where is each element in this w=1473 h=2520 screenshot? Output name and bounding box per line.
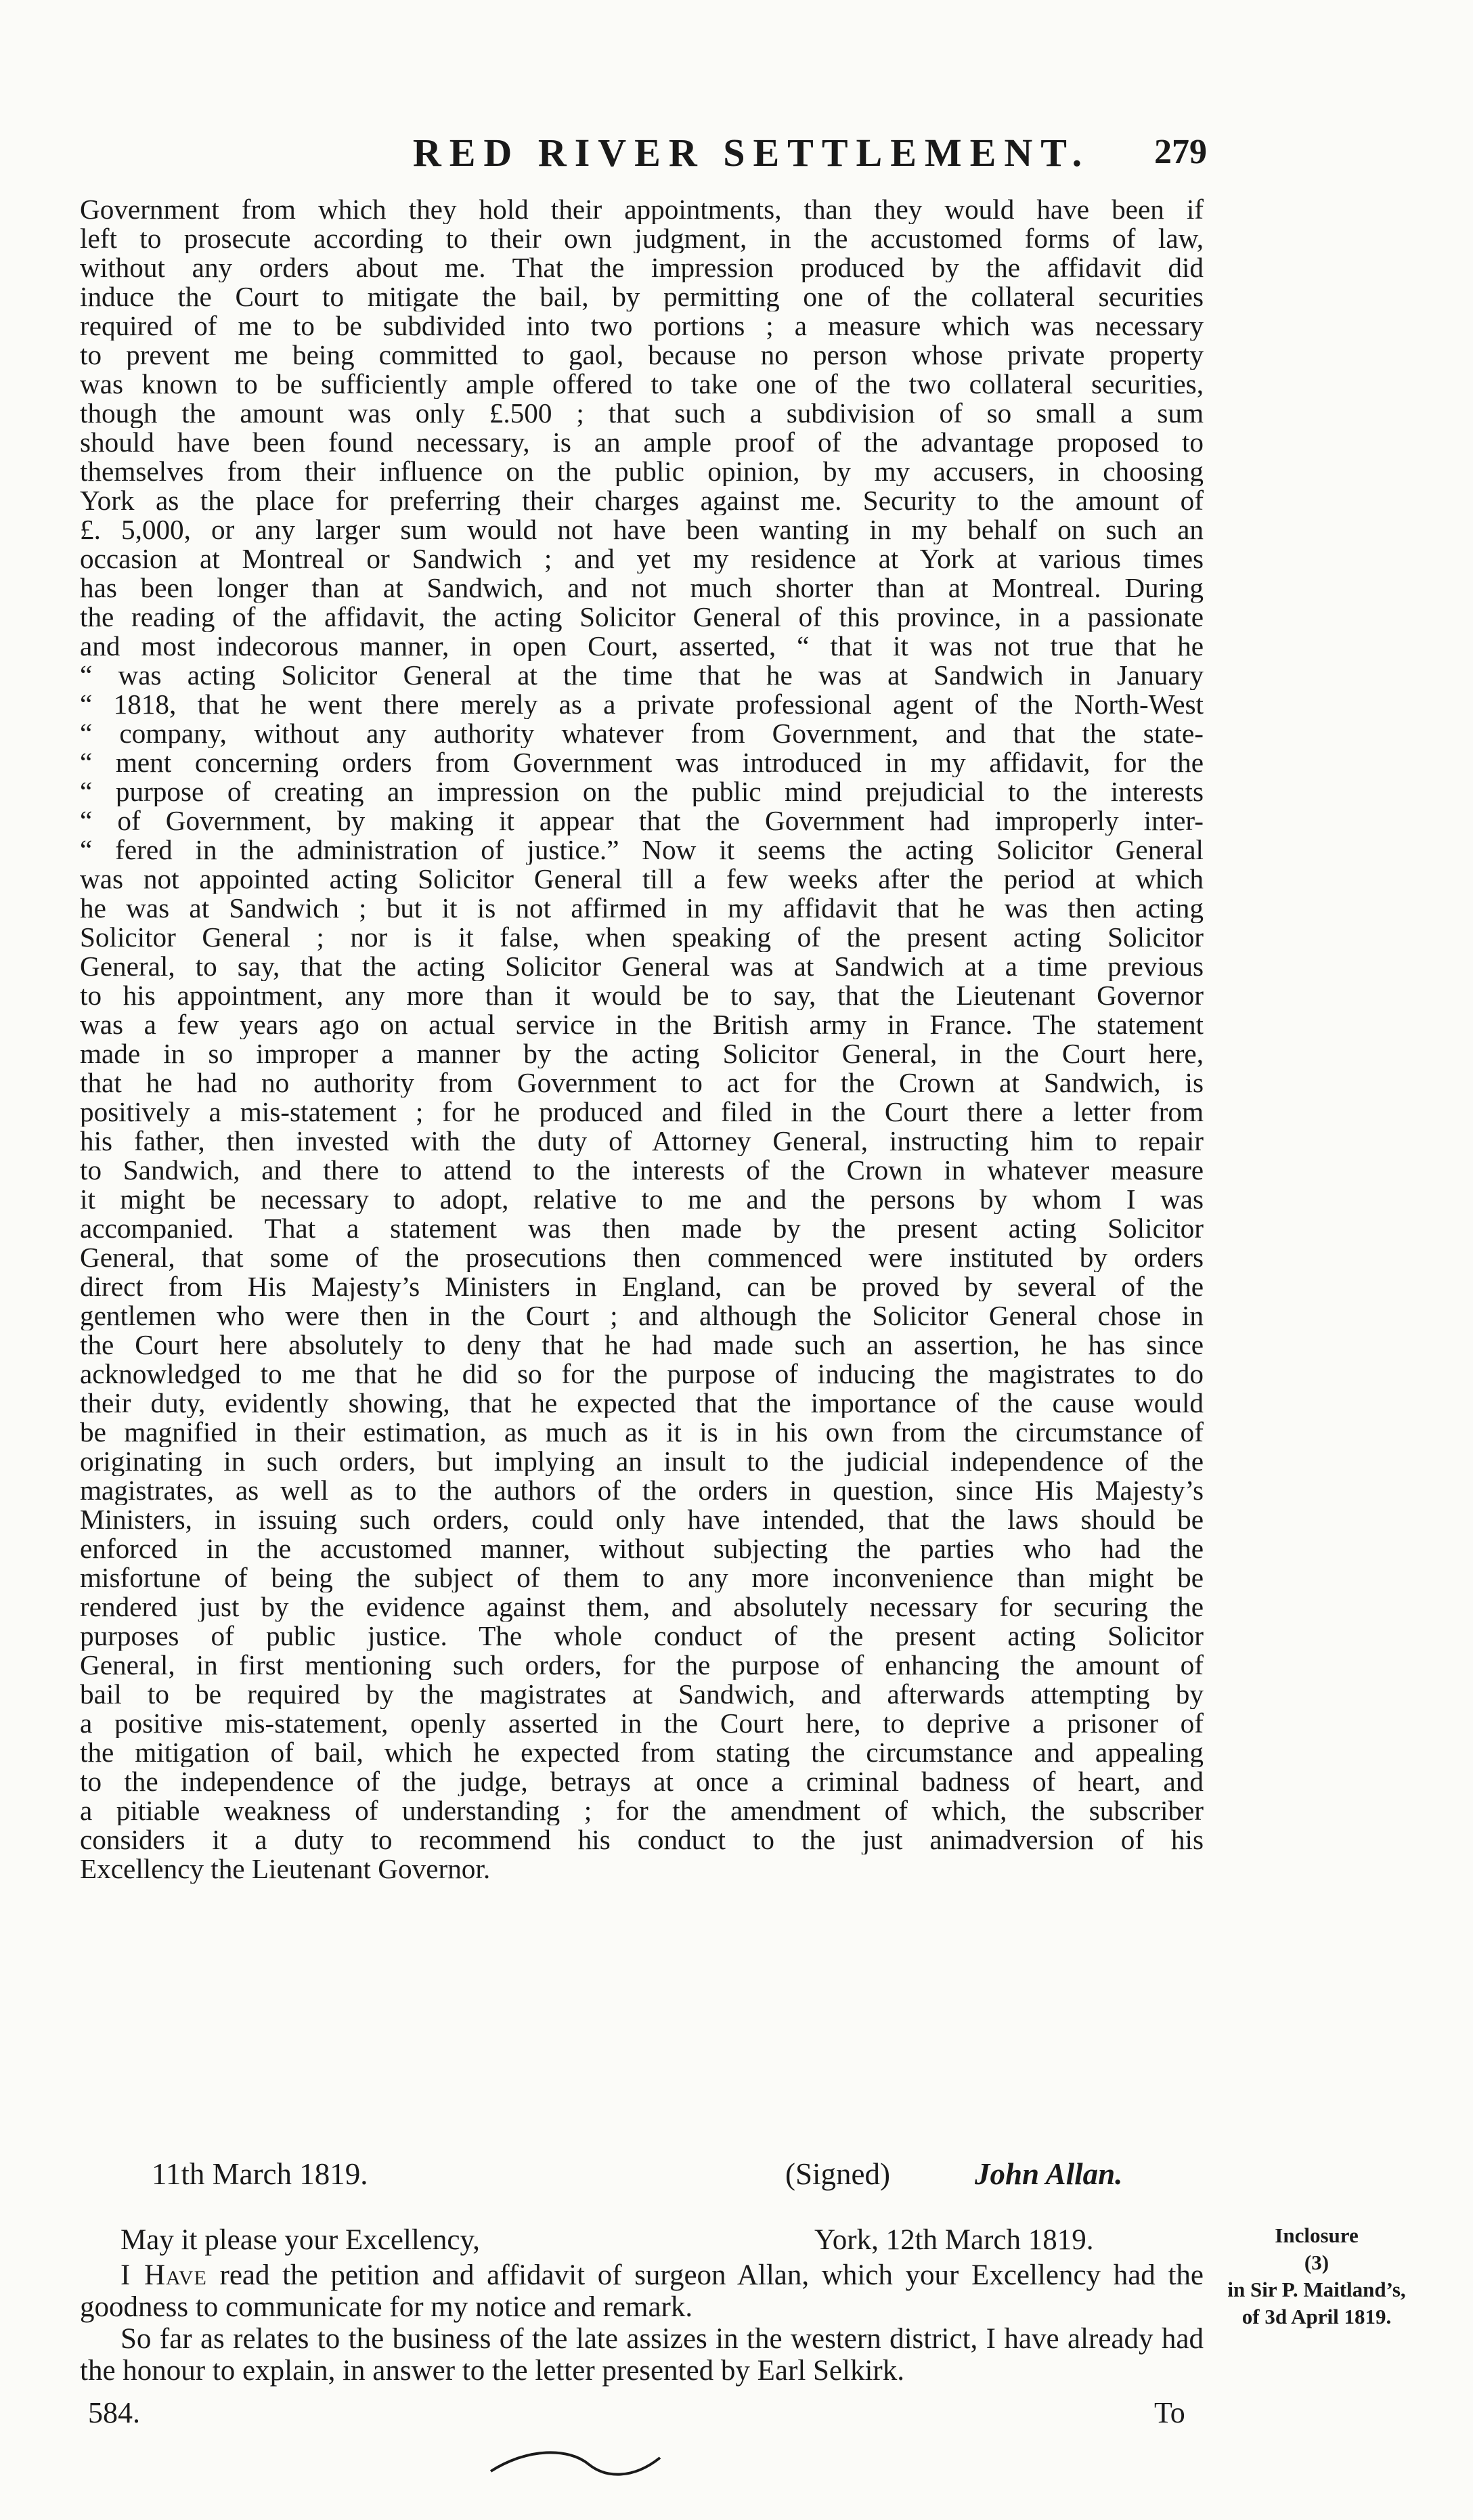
text-line: his father, then invested with the duty of Attorney General, instructing him to repair: [80, 1127, 1204, 1156]
drop-words: I Have: [120, 2259, 207, 2291]
text-line: General, in first mentioning such orders, for the purpose of enhancing the amount of: [80, 1651, 1204, 1680]
letter: [80, 2224, 1204, 2387]
text-line: a positive mis-statement, openly asserted in the Court here, to deprive a prisoner of: [80, 1709, 1204, 1738]
text-line: though the amount was only £.500 ; that such a subdivision of so small a sum: [80, 399, 1204, 428]
text-line: the reading of the affidavit, the acting Solicitor General of this province, in a passionate: [80, 603, 1204, 632]
text-line: was not appointed acting Solicitor General till a few weeks after the period at which: [80, 865, 1204, 894]
text-line: General, that some of the prosecutions then commenced were instituted by orders: [80, 1243, 1204, 1272]
text-line: General, to say, that the acting Solicitor General was at Sandwich at a time previous: [80, 952, 1204, 981]
text-line: the Court here absolutely to deny that he had made such an assertion, he has since: [80, 1330, 1204, 1360]
text-line: Ministers, in issuing such orders, could only have intended, that the laws should be: [80, 1505, 1204, 1534]
text-line: to his appointment, any more than it would be to say, that the Lieutenant Governor: [80, 981, 1204, 1010]
text-line: bail to be required by the magistrates at Sandwich, and afterwards attempting by: [80, 1680, 1204, 1709]
text-line: their duty, evidently showing, that he expected that the importance of the cause would: [80, 1389, 1204, 1418]
margin-note: [1215, 2222, 1418, 2330]
text-line: occasion at Montreal or Sandwich ; and yet my residence at York at various times: [80, 544, 1204, 573]
text-line: gentlemen who were then in the Court ; and although the Solicitor General chose in: [80, 1301, 1204, 1330]
text-line: York as the place for preferring their charges against me. Security to the amount of: [80, 486, 1204, 515]
text-line: “ ment concerning orders from Government was introduced in my affidavit, for the: [80, 748, 1204, 777]
catchword: To: [1154, 2396, 1185, 2429]
signed-label: (Signed): [785, 2157, 890, 2191]
text-line: left to prosecute according to their own judgment, in the accustomed forms of law,: [80, 224, 1204, 253]
text-line: “ company, without any authority whatever from Government, and that the state-: [80, 719, 1204, 748]
text-line: to prevent me being committed to gaol, because no person whose private property: [80, 341, 1204, 370]
text-line: made in so improper a manner by the acting Solicitor General, in the Court here,: [80, 1039, 1204, 1068]
margin-note-line: of 3d April 1819.: [1241, 2305, 1392, 2328]
text-line: accompanied. That a statement was then made by the present acting Solicitor: [80, 1214, 1204, 1243]
text-line: originating in such orders, but implying an insult to the judicial independence of the: [80, 1447, 1204, 1476]
text-line: £. 5,000, or any larger sum would not have been wanting in my behalf on such an: [80, 515, 1204, 544]
body-text: [80, 195, 1204, 1884]
text-line: direct from His Majesty’s Ministers in England, can be proved by several of the: [80, 1272, 1204, 1301]
text-line: the mitigation of bail, which he expected from stating the circumstance and appealing: [80, 1738, 1204, 1767]
text-line: Government from which they hold their appointments, than they would have been if: [80, 195, 1204, 224]
running-head: RED RIVER SETTLEMENT.: [412, 131, 1091, 175]
text-line: be magnified in their estimation, as much as it is in his own from the circumstance of: [80, 1418, 1204, 1447]
salutation: May it please your Excellency,: [120, 2224, 480, 2256]
ornament-flourish-icon: [487, 2444, 663, 2485]
text-line: required of me to be subdivided into two portions ; a measure which was necessary: [80, 311, 1204, 341]
letter-paragraph-2: So far as relates to the business of the late assizes in the western district, I have already had the honour to explain, in answer to the letter presented by Earl Selkirk.: [80, 2323, 1204, 2387]
text-line: Solicitor General ; nor is it false, when speaking of the present acting Solicitor: [80, 923, 1204, 952]
text-line: “ was acting Solicitor General at the time that he was at Sandwich in January: [80, 661, 1204, 690]
text-line: Excellency the Lieutenant Governor.: [80, 1854, 491, 1884]
letter-place-date: York, 12th March 1819.: [814, 2224, 1094, 2256]
text-line: was a few years ago on actual service in the British army in France. The statement: [80, 1010, 1204, 1039]
signatory-name: John Allan.: [975, 2157, 1123, 2191]
margin-note-line: Inclosure: [1275, 2223, 1359, 2247]
text-line: acknowledged to me that he did so for the purpose of inducing the magistrates to do: [80, 1360, 1204, 1389]
letter-header: [80, 2224, 1204, 2259]
text-line: it might be necessary to adopt, relative to me and the persons by whom I was: [80, 1185, 1204, 1214]
letter-paragraph-1: [80, 2259, 1204, 2323]
text-line: without any orders about me. That the impression produced by the affidavit did: [80, 253, 1204, 282]
page-number: 279: [1154, 133, 1207, 171]
text-line: has been longer than at Sandwich, and not much shorter than at Montreal. During: [80, 573, 1204, 603]
text-line: induce the Court to mitigate the bail, by permitting one of the collateral securities: [80, 282, 1204, 311]
text-line: to Sandwich, and there to attend to the interests of the Crown in whatever measure: [80, 1156, 1204, 1185]
text-line: “ purpose of creating an impression on the public mind prejudicial to the interests: [80, 777, 1204, 806]
text-line: “ of Government, by making it appear that the Government had improperly inter-: [80, 806, 1204, 835]
text-line: purposes of public justice. The whole conduct of the present acting Solicitor: [80, 1622, 1204, 1651]
text-line: considers it a duty to recommend his conduct to the just animadversion of his: [80, 1825, 1204, 1854]
text-line: to the independence of the judge, betrays at once a criminal badness of heart, and: [80, 1767, 1204, 1796]
text-line: a pitiable weakness of understanding ; for the amendment of which, the subscriber: [80, 1796, 1204, 1825]
margin-note-line: (3): [1304, 2251, 1329, 2274]
text-line: positively a mis-statement ; for he produced and filed in the Court there a letter from: [80, 1098, 1204, 1127]
text-line: themselves from their influence on the public opinion, by my accusers, in choosing: [80, 457, 1204, 486]
text-line: “ fered in the administration of justice.” Now it seems the acting Solicitor General: [80, 835, 1204, 865]
text-line: rendered just by the evidence against them, and absolutely necessary for securing the: [80, 1592, 1204, 1622]
text-line: magistrates, as well as to the authors of the orders in question, since His Majesty’s: [80, 1476, 1204, 1505]
text-line: and most indecorous manner, in open Court, asserted, “ that it was not true that he: [80, 632, 1204, 661]
text-line: “ 1818, that he went there merely as a private professional agent of the North-West: [80, 690, 1204, 719]
text-line: enforced in the accustomed manner, without subjecting the parties who had the: [80, 1534, 1204, 1563]
printer-signature-mark: 584.: [88, 2396, 140, 2429]
text-line: misfortune of being the subject of them to any more inconvenience than might be: [80, 1563, 1204, 1592]
signature-date: 11th March 1819.: [152, 2157, 368, 2191]
text-line: was known to be sufficiently ample offered to take one of the two collateral securities,: [80, 370, 1204, 399]
paragraph-text: read the petition and affidavit of surgeon Allan, which your Excellency had the goodness to communicate for my notice and remark.: [80, 2259, 1204, 2323]
text-line: that he had no authority from Government to act for the Crown at Sandwich, is: [80, 1068, 1204, 1098]
margin-note-line: in Sir P. Maitland’s,: [1227, 2278, 1406, 2301]
text-line: should have been found necessary, is an ample proof of the advantage proposed to: [80, 428, 1204, 457]
text-line: he was at Sandwich ; but it is not affirmed in my affidavit that he was then acting: [80, 894, 1204, 923]
